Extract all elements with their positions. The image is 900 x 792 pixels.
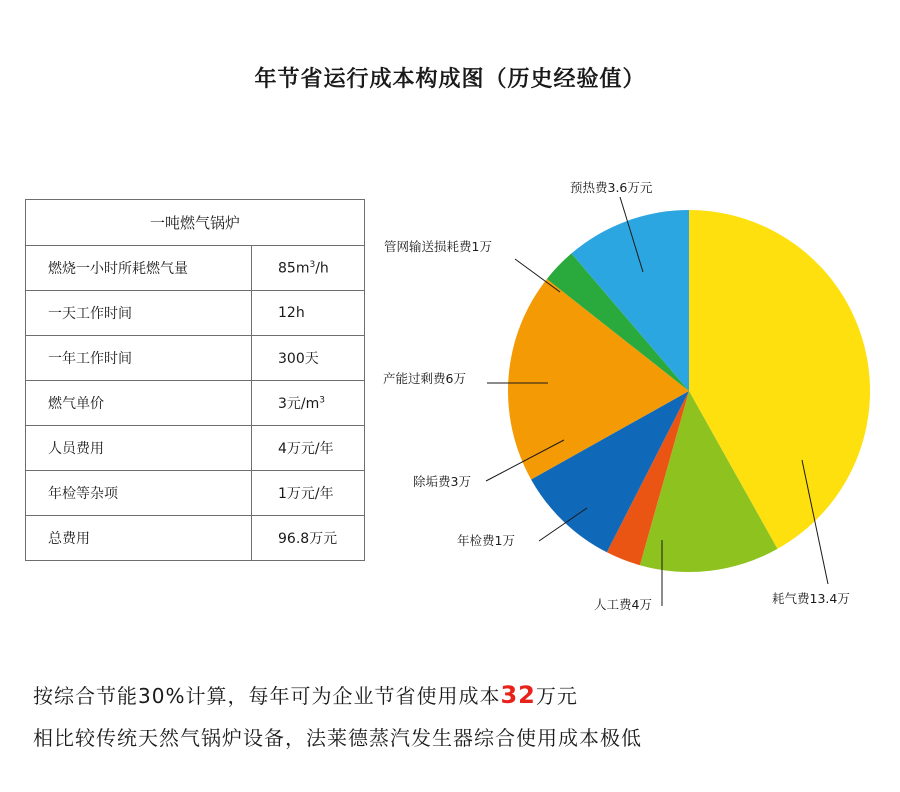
slice-label: 产能过剩费6万 bbox=[383, 371, 466, 386]
slice-label: 人工费4万 bbox=[594, 597, 652, 612]
savings-highlight: 32 bbox=[500, 681, 536, 709]
row-value: 12h bbox=[252, 291, 365, 336]
slice-label: 管网输送损耗费1万 bbox=[384, 239, 492, 254]
row-label: 一年工作时间 bbox=[26, 336, 252, 381]
row-value: $85m^3/h$ bbox=[252, 246, 365, 291]
row-label: 人员费用 bbox=[26, 426, 252, 471]
row-label: 总费用 bbox=[26, 516, 252, 561]
row-label: 燃气单价 bbox=[26, 381, 252, 426]
footer-line-2: 相比较传统天然气锅炉设备，法莱德蒸汽发生器综合使用成本极低 bbox=[33, 726, 642, 750]
slice-label: 除垢费3万 bbox=[413, 474, 471, 489]
footer-line-1: 按综合节能30%计算，每年可为企业节省使用成本32万元 bbox=[33, 681, 578, 709]
table-header: 一吨燃气锅炉 bbox=[26, 200, 365, 246]
slice-label: 预热费3.6万元 bbox=[570, 180, 653, 195]
row-value: 300天 bbox=[252, 336, 365, 381]
slice-label: 年检费1万 bbox=[457, 533, 515, 548]
row-value: 1万元/年 bbox=[252, 471, 365, 516]
row-label: 年检等杂项 bbox=[26, 471, 252, 516]
row-value: 4万元/年 bbox=[252, 426, 365, 471]
row-value: 3元$/m^3$ bbox=[252, 381, 365, 426]
slice-label: 耗气费13.4万 bbox=[772, 591, 850, 606]
row-label: 一天工作时间 bbox=[26, 291, 252, 336]
chart-title: 年节省运行成本构成图（历史经验值） bbox=[254, 67, 646, 92]
row-label: 燃烧一小时所耗燃气量 bbox=[26, 246, 252, 291]
row-value: 96.8万元 bbox=[252, 516, 365, 561]
